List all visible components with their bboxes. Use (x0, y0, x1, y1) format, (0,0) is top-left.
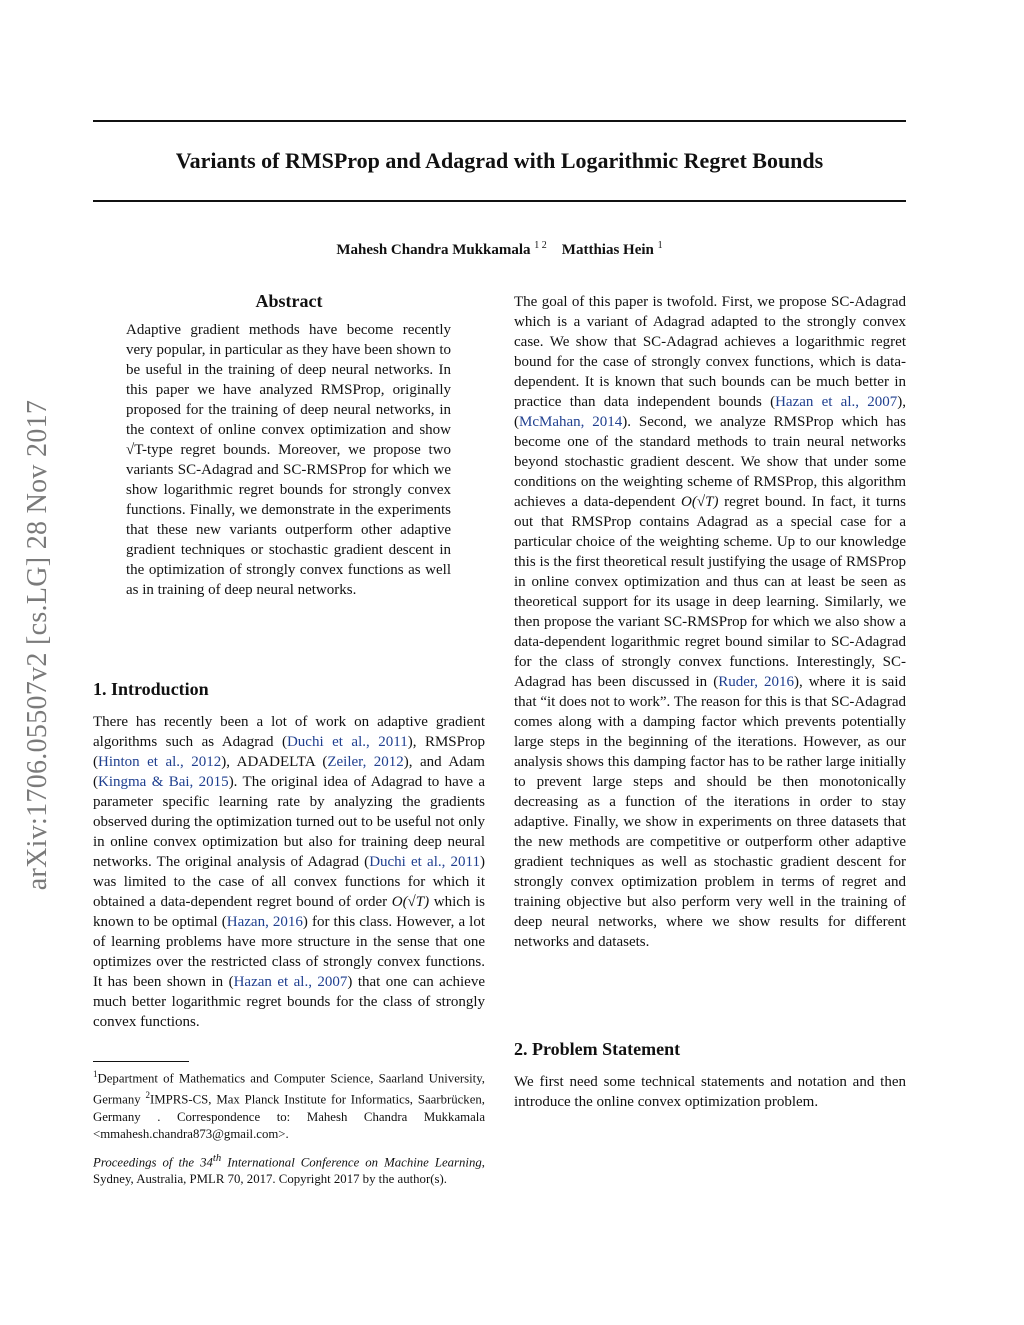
introduction-paragraph: There has recently been a lot of work on adaptive gradient algorithms such as Adagrad (Duchi et al., 2011), RMSProp (Hinton et al., 2012), ADADELTA (Zeiler, 2012), and Adam (Kingma & Bai, 2015). The original idea of Adagrad to have a parameter specific learning rate by analyzing the gradients observed during the optimization turned out to be useful not only in online convex optimization but also for training deep neural networks. The original analysis of Adagrad (Duchi et al., 2011) was limited to the case of all convex functions for which it obtained a data-dependent regret bound of order O(√T) which is known to be optimal (Hazan, 2016) for this class. However, a lot of learning problems have more structure in the sense that one optimizes over the restricted class of strongly convex functions. It has been shown in (Hazan et al., 2007) that one can achieve much better logarithmic regret bounds for the class of strongly convex functions. (93, 714, 486, 1030)
citation-link[interactable]: Duchi et al., 2011 (369, 854, 480, 870)
math-expression: O(√T) (391, 894, 430, 910)
author-affiliation-mark: 1 2 (534, 240, 547, 251)
proceedings-note: Proceedings of the 34th International Conference on Machine Learning, Sydney, Australia, PMLR 70, 2017. Copyright 2017 by the author(s). (93, 1153, 485, 1187)
citation-link[interactable]: Hazan, 2016 (226, 914, 303, 930)
citation-link[interactable]: Ruder, 2016 (718, 674, 795, 690)
math-expression: O(√T) (681, 494, 719, 510)
section-heading-introduction: 1. Introduction (93, 679, 209, 699)
arxiv-identifier: arXiv:1706.05507v2 [cs.LG] 28 Nov 2017 (22, 399, 53, 891)
citation-link[interactable]: Kingma & Bai, 2015 (98, 774, 229, 790)
problem-statement-paragraph: We first need some technical statements and notation and then introduce the online convex optimization problem. (514, 1074, 906, 1110)
introduction-paragraph-continued: The goal of this paper is twofold. First, we propose SC-Adagrad which is a variant of Adagrad adapted to the strongly convex case. We show that SC-Adagrad achieves a logarithmic regret bound for the case of strongly convex functions, which is data-dependent. It is known that such bounds can be much better in practice than data independent bounds (Hazan et al., 2007),(McMahan, 2014). Second, we analyze RMSProp which has become one of the standard methods to train neural networks beyond stochastic gradient descent. We show that under some conditions on the weighting scheme of RMSProp, this algorithm achieves a data-dependent O(√T) regret bound. In fact, it turns out that RMSProp contains Adagrad as a special case for a particular choice of the weighting scheme. Up to our knowledge this is the first theoretical result justifying the usage of RMSProp in online convex optimization and thus can at least be seen as theoretical support for its usage in deep learning. Similarly, we then propose the variant SC-RMSProp for which we also show a data-dependent logarithmic regret bound similar to SC-Adagrad for the class of strongly convex functions. Interestingly, SC-Adagrad has been discussed in (Ruder, 2016), where it is said that “it does not to work”. The reason for this is that SC-Adagrad comes along with a damping factor which prevents potentially large steps in the beginning of the iterations. However, as our analysis shows this damping factor has to be rather large initially to prevent large steps and should be then monotonically decreasing as a function of the iterations in order to stay adaptive. Finally, we show in experiments on three datasets that the new methods are competitive or outperform other adaptive gradient techniques as well as stochastic gradient descent for strongly convex optimization problem in terms of regret and training objective but also perform very well in the training of deep neural networks, where we show results for different networks and datasets. (514, 294, 906, 950)
footnote-mark: 1 (93, 1069, 98, 1079)
author-name: Mahesh Chandra Mukkamala (336, 242, 531, 258)
citation-link[interactable]: Duchi et al., 2011 (286, 734, 408, 750)
title-rule-top (93, 120, 906, 122)
citation-link[interactable]: Zeiler, 2012 (327, 754, 404, 770)
title-rule-bottom (93, 200, 906, 202)
abstract-heading: Abstract (255, 291, 323, 311)
abstract-text: Adaptive gradient methods have become recently very popular, in particular as they have been shown to be useful in the training of deep neural networks. In this paper we have analyzed RMSProp, originally proposed for the training of deep neural networks, in the context of online convex optimization and show √T-type regret bounds. Moreover, we propose two variants SC-Adagrad and SC-RMSProp for which we show logarithmic regret bounds for strongly convex functions. Finally, we demonstrate in the experiments that these new variants outperform other adaptive gradient techniques or stochastic gradient descent in the optimization of strongly convex functions as well as in training of deep neural networks. (126, 322, 451, 598)
footnote-mark: 2 (145, 1090, 150, 1101)
author-list (93, 236, 906, 260)
citation-link[interactable]: Hinton et al., 2012 (98, 754, 222, 770)
author-affiliation-mark: 1 (657, 240, 663, 251)
paper-title: Variants of RMSProp and Adagrad with Logarithmic Regret Bounds (175, 148, 824, 173)
citation-link[interactable]: McMahan, 2014 (519, 414, 623, 430)
footnote-rule (93, 1061, 189, 1062)
section-heading-problem-statement: 2. Problem Statement (514, 1039, 681, 1059)
affiliation-footnote: $^1$Department of Mathematics and Computer Science, Saarland University, Germany $^2$IMPRS-CS, Max Planck Institute for Informatics, Saarbrücken, Germany . Correspondence to: Mahesh Chandra Mukkamala <mmahesh.chandra873@gmail.com>. (93, 1069, 485, 1141)
author-name: Matthias Hein (561, 242, 654, 258)
citation-link[interactable]: Hazan et al., 2007 (233, 974, 348, 990)
citation-link[interactable]: Hazan et al., 2007 (775, 394, 898, 410)
